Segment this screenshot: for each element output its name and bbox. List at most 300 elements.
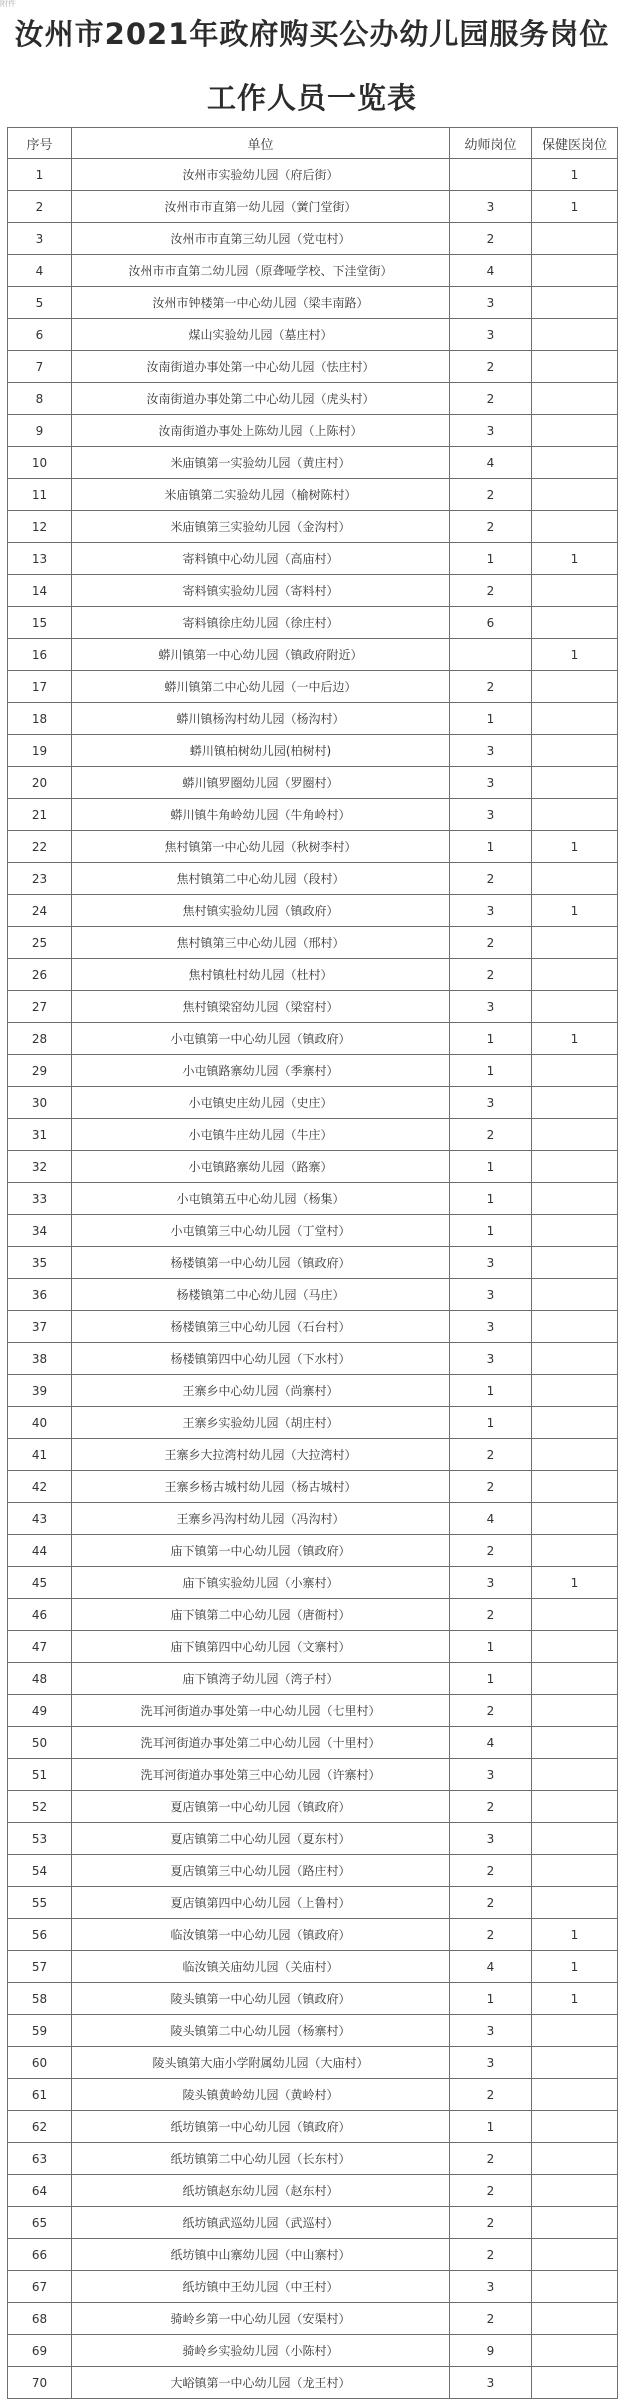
cell-health-doctor-posts (532, 927, 618, 959)
cell-index: 70 (8, 2367, 72, 2399)
cell-index: 16 (8, 639, 72, 671)
cell-teacher-posts: 4 (450, 1503, 532, 1535)
cell-index: 21 (8, 799, 72, 831)
cell-unit: 汝州市市直第二幼儿园（原聋哑学校、下洼堂街） (72, 255, 450, 287)
cell-index: 22 (8, 831, 72, 863)
cell-index: 14 (8, 575, 72, 607)
cell-index: 49 (8, 1695, 72, 1727)
cell-teacher-posts: 3 (450, 2367, 532, 2399)
cell-teacher-posts: 3 (450, 895, 532, 927)
cell-index: 53 (8, 1823, 72, 1855)
cell-unit: 骑岭乡第一中心幼儿园（安渠村） (72, 2303, 450, 2335)
table-row (8, 2111, 618, 2143)
cell-health-doctor-posts: 1 (532, 191, 618, 223)
cell-health-doctor-posts (532, 1215, 618, 1247)
cell-teacher-posts: 3 (450, 991, 532, 1023)
cell-health-doctor-posts (532, 2143, 618, 2175)
cell-index: 7 (8, 351, 72, 383)
cell-health-doctor-posts (532, 767, 618, 799)
table-row (8, 1503, 618, 1535)
cell-teacher-posts: 3 (450, 2015, 532, 2047)
page-title-line-1: 汝州市2021年政府购买公办幼儿园服务岗位 (14, 17, 610, 51)
cell-index: 4 (8, 255, 72, 287)
cell-index: 39 (8, 1375, 72, 1407)
cell-teacher-posts: 2 (450, 1471, 532, 1503)
cell-health-doctor-posts (532, 1599, 618, 1631)
table-row (8, 159, 618, 191)
cell-health-doctor-posts (532, 1503, 618, 1535)
cell-unit: 夏店镇第二中心幼儿园（夏东村） (72, 1823, 450, 1855)
cell-index: 12 (8, 511, 72, 543)
table-row (8, 1951, 618, 1983)
cell-unit: 纸坊镇中王幼儿园（中王村） (72, 2271, 450, 2303)
cell-health-doctor-posts (532, 1791, 618, 1823)
cell-teacher-posts: 1 (450, 1183, 532, 1215)
cell-health-doctor-posts (532, 1695, 618, 1727)
cell-unit: 王寨乡大拉湾村幼儿园（大拉湾村） (72, 1439, 450, 1471)
cell-teacher-posts: 4 (450, 255, 532, 287)
cell-unit: 汝南街道办事处第一中心幼儿园（怯庄村） (72, 351, 450, 383)
cell-unit: 夏店镇第一中心幼儿园（镇政府） (72, 1791, 450, 1823)
cell-health-doctor-posts (532, 1343, 618, 1375)
cell-teacher-posts: 2 (450, 383, 532, 415)
table-row (8, 2367, 618, 2399)
cell-index: 65 (8, 2207, 72, 2239)
table-row (8, 1439, 618, 1471)
cell-index: 42 (8, 1471, 72, 1503)
cell-teacher-posts: 2 (450, 959, 532, 991)
cell-index: 35 (8, 1247, 72, 1279)
cell-health-doctor-posts (532, 1375, 618, 1407)
cell-teacher-posts: 1 (450, 1663, 532, 1695)
cell-health-doctor-posts: 1 (532, 639, 618, 671)
cell-teacher-posts: 1 (450, 1631, 532, 1663)
cell-unit: 洗耳河街道办事处第二中心幼儿园（十里村） (72, 1727, 450, 1759)
cell-index: 11 (8, 479, 72, 511)
cell-index: 8 (8, 383, 72, 415)
cell-unit: 小屯镇第三中心幼儿园（丁堂村） (72, 1215, 450, 1247)
cell-health-doctor-posts (532, 2239, 618, 2271)
cell-teacher-posts: 9 (450, 2335, 532, 2367)
table-row (8, 1535, 618, 1567)
cell-health-doctor-posts (532, 703, 618, 735)
cell-health-doctor-posts (532, 2079, 618, 2111)
cell-teacher-posts: 3 (450, 2047, 532, 2079)
cell-index: 37 (8, 1311, 72, 1343)
cell-index: 20 (8, 767, 72, 799)
cell-health-doctor-posts (532, 415, 618, 447)
cell-index: 9 (8, 415, 72, 447)
cell-unit: 王寨乡杨古城村幼儿园（杨古城村） (72, 1471, 450, 1503)
cell-teacher-posts: 2 (450, 1791, 532, 1823)
cell-index: 67 (8, 2271, 72, 2303)
cell-teacher-posts: 3 (450, 2271, 532, 2303)
cell-unit: 寄料镇徐庄幼儿园（徐庄村） (72, 607, 450, 639)
cell-health-doctor-posts (532, 223, 618, 255)
cell-health-doctor-posts: 1 (532, 1567, 618, 1599)
cell-index: 63 (8, 2143, 72, 2175)
table-row (8, 607, 618, 639)
cell-unit: 庙下镇湾子幼儿园（湾子村） (72, 1663, 450, 1695)
table-row (8, 2335, 618, 2367)
cell-unit: 汝南街道办事处上陈幼儿园（上陈村） (72, 415, 450, 447)
cell-index: 38 (8, 1343, 72, 1375)
cell-health-doctor-posts: 1 (532, 1919, 618, 1951)
table-row (8, 1823, 618, 1855)
cell-index: 24 (8, 895, 72, 927)
cell-index: 41 (8, 1439, 72, 1471)
cell-unit: 焦村镇第一中心幼儿园（秋树李村） (72, 831, 450, 863)
table-row (8, 1215, 618, 1247)
cell-index: 36 (8, 1279, 72, 1311)
cell-teacher-posts: 2 (450, 223, 532, 255)
cell-index: 32 (8, 1151, 72, 1183)
cell-index: 10 (8, 447, 72, 479)
header-health-doctor-posts: 保健医岗位 (532, 128, 618, 159)
cell-teacher-posts: 2 (450, 1695, 532, 1727)
table-row (8, 1087, 618, 1119)
cell-teacher-posts: 1 (450, 703, 532, 735)
cell-health-doctor-posts (532, 511, 618, 543)
cell-health-doctor-posts (532, 383, 618, 415)
cell-index: 40 (8, 1407, 72, 1439)
cell-teacher-posts: 3 (450, 1343, 532, 1375)
cell-index: 6 (8, 319, 72, 351)
table-row (8, 1919, 618, 1951)
cell-unit: 杨楼镇第二中心幼儿园（马庄） (72, 1279, 450, 1311)
table-row (8, 831, 618, 863)
cell-health-doctor-posts (532, 2207, 618, 2239)
cell-health-doctor-posts (532, 351, 618, 383)
cell-teacher-posts: 2 (450, 1887, 532, 1919)
cell-teacher-posts: 1 (450, 1055, 532, 1087)
cell-unit: 王寨乡中心幼儿园（尚寨村） (72, 1375, 450, 1407)
cell-health-doctor-posts (532, 671, 618, 703)
cell-health-doctor-posts (532, 991, 618, 1023)
cell-health-doctor-posts (532, 1183, 618, 1215)
cell-index: 2 (8, 191, 72, 223)
cell-health-doctor-posts (532, 1631, 618, 1663)
cell-unit: 陵头镇黄岭幼儿园（黄岭村） (72, 2079, 450, 2111)
table-row (8, 383, 618, 415)
cell-teacher-posts: 3 (450, 1759, 532, 1791)
table-row (8, 1855, 618, 1887)
cell-health-doctor-posts (532, 2367, 618, 2399)
cell-teacher-posts: 3 (450, 1087, 532, 1119)
table-row (8, 991, 618, 1023)
table-row (8, 575, 618, 607)
cell-unit: 杨楼镇第三中心幼儿园（石台村） (72, 1311, 450, 1343)
cell-health-doctor-posts (532, 1279, 618, 1311)
table-row (8, 1471, 618, 1503)
cell-unit: 洗耳河街道办事处第一中心幼儿园（七里村） (72, 1695, 450, 1727)
cell-health-doctor-posts (532, 1055, 618, 1087)
cell-teacher-posts: 3 (450, 319, 532, 351)
table-row (8, 1791, 618, 1823)
cell-health-doctor-posts (532, 1855, 618, 1887)
cell-teacher-posts: 2 (450, 479, 532, 511)
page-title-line-2: 工作人员一览表 (206, 81, 417, 115)
cell-unit: 纸坊镇第二中心幼儿园（长东村） (72, 2143, 450, 2175)
cell-unit: 蟒川镇柏树幼儿园(柏树村) (72, 735, 450, 767)
cell-teacher-posts: 2 (450, 1119, 532, 1151)
cell-unit: 王寨乡冯沟村幼儿园（冯沟村） (72, 1503, 450, 1535)
header-teacher-posts: 幼师岗位 (450, 128, 532, 159)
table-row (8, 287, 618, 319)
cell-health-doctor-posts (532, 447, 618, 479)
cell-unit: 米庙镇第二实验幼儿园（榆树陈村） (72, 479, 450, 511)
table-row (8, 863, 618, 895)
cell-health-doctor-posts (532, 1471, 618, 1503)
cell-unit: 煤山实验幼儿园（墓庄村） (72, 319, 450, 351)
cell-unit: 小屯镇牛庄幼儿园（牛庄） (72, 1119, 450, 1151)
cell-index: 50 (8, 1727, 72, 1759)
table-row (8, 447, 618, 479)
cell-teacher-posts: 2 (450, 671, 532, 703)
cell-teacher-posts: 2 (450, 2239, 532, 2271)
cell-teacher-posts: 1 (450, 1983, 532, 2015)
cell-health-doctor-posts (532, 2015, 618, 2047)
cell-unit: 王寨乡实验幼儿园（胡庄村） (72, 1407, 450, 1439)
cell-index: 23 (8, 863, 72, 895)
cell-teacher-posts: 2 (450, 1599, 532, 1631)
cell-unit: 焦村镇第二中心幼儿园（段村） (72, 863, 450, 895)
table-body (8, 159, 618, 2399)
cell-index: 60 (8, 2047, 72, 2079)
table-row (8, 191, 618, 223)
cell-health-doctor-posts (532, 1663, 618, 1695)
cell-index: 57 (8, 1951, 72, 1983)
table-row (8, 255, 618, 287)
table-row (8, 1311, 618, 1343)
cell-unit: 焦村镇杜村幼儿园（杜村） (72, 959, 450, 991)
cell-index: 47 (8, 1631, 72, 1663)
table-row (8, 1119, 618, 1151)
cell-unit: 夏店镇第四中心幼儿园（上鲁村） (72, 1887, 450, 1919)
cell-unit: 庙下镇第二中心幼儿园（唐衙村） (72, 1599, 450, 1631)
cell-unit: 汝州市市直第一幼儿园（黉门堂街） (72, 191, 450, 223)
table-row (8, 1759, 618, 1791)
table-row (8, 895, 618, 927)
cell-unit: 临汝镇第一中心幼儿园（镇政府） (72, 1919, 450, 1951)
table-row (8, 2143, 618, 2175)
cell-unit: 庙下镇第四中心幼儿园（文寨村） (72, 1631, 450, 1663)
cell-index: 48 (8, 1663, 72, 1695)
cell-teacher-posts: 1 (450, 1407, 532, 1439)
cell-health-doctor-posts (532, 1119, 618, 1151)
cell-teacher-posts: 4 (450, 1727, 532, 1759)
cell-teacher-posts: 3 (450, 415, 532, 447)
cell-teacher-posts: 3 (450, 1247, 532, 1279)
table-row (8, 1983, 618, 2015)
cell-teacher-posts: 1 (450, 1375, 532, 1407)
cell-index: 28 (8, 1023, 72, 1055)
cell-unit: 陵头镇第二中心幼儿园（杨寨村） (72, 2015, 450, 2047)
cell-unit: 焦村镇梁窑幼儿园（梁窑村） (72, 991, 450, 1023)
cell-unit: 庙下镇第一中心幼儿园（镇政府） (72, 1535, 450, 1567)
table-row (8, 671, 618, 703)
table-row (8, 1279, 618, 1311)
table-row (8, 959, 618, 991)
cell-unit: 焦村镇第三中心幼儿园（邢村） (72, 927, 450, 959)
table-row (8, 1247, 618, 1279)
cell-unit: 寄料镇实验幼儿园（寄料村） (72, 575, 450, 607)
cell-index: 68 (8, 2303, 72, 2335)
cell-unit: 大峪镇第一中心幼儿园（龙王村） (72, 2367, 450, 2399)
cell-unit: 蟒川镇杨沟村幼儿园（杨沟村） (72, 703, 450, 735)
cell-unit: 洗耳河街道办事处第三中心幼儿园（许寨村） (72, 1759, 450, 1791)
cell-unit: 米庙镇第一实验幼儿园（黄庄村） (72, 447, 450, 479)
cell-teacher-posts: 2 (450, 1535, 532, 1567)
cell-index: 25 (8, 927, 72, 959)
table-row (8, 1727, 618, 1759)
cell-index: 46 (8, 1599, 72, 1631)
cell-index: 33 (8, 1183, 72, 1215)
cell-unit: 纸坊镇赵东幼儿园（赵东村） (72, 2175, 450, 2207)
table-row (8, 2271, 618, 2303)
cell-teacher-posts: 2 (450, 2303, 532, 2335)
table-row (8, 2207, 618, 2239)
cell-unit: 蟒川镇第一中心幼儿园（镇政府附近） (72, 639, 450, 671)
cell-health-doctor-posts: 1 (532, 543, 618, 575)
table-row (8, 1631, 618, 1663)
table-row (8, 319, 618, 351)
cell-unit: 庙下镇实验幼儿园（小寨村） (72, 1567, 450, 1599)
cell-index: 5 (8, 287, 72, 319)
cell-unit: 蟒川镇第二中心幼儿园（一中后边） (72, 671, 450, 703)
cell-health-doctor-posts (532, 2047, 618, 2079)
header-unit: 单位 (72, 128, 450, 159)
table-row (8, 1887, 618, 1919)
table-row (8, 351, 618, 383)
cell-health-doctor-posts (532, 1759, 618, 1791)
table-row (8, 511, 618, 543)
header-row (8, 128, 618, 159)
cell-unit: 小屯镇史庄幼儿园（史庄） (72, 1087, 450, 1119)
cell-health-doctor-posts (532, 479, 618, 511)
table-row (8, 2175, 618, 2207)
cell-teacher-posts: 2 (450, 351, 532, 383)
cell-health-doctor-posts (532, 1887, 618, 1919)
cell-unit: 汝州市实验幼儿园（府后街） (72, 159, 450, 191)
cell-index: 45 (8, 1567, 72, 1599)
cell-unit: 夏店镇第三中心幼儿园（路庄村） (72, 1855, 450, 1887)
cell-unit: 寄料镇中心幼儿园（高庙村） (72, 543, 450, 575)
cell-teacher-posts: 3 (450, 1279, 532, 1311)
cell-teacher-posts: 1 (450, 2111, 532, 2143)
cell-unit: 小屯镇第五中心幼儿园（杨集） (72, 1183, 450, 1215)
table-row (8, 927, 618, 959)
cell-index: 18 (8, 703, 72, 735)
table-row (8, 223, 618, 255)
cell-unit: 陵头镇第大庙小学附属幼儿园（大庙村） (72, 2047, 450, 2079)
cell-teacher-posts: 1 (450, 831, 532, 863)
cell-index: 64 (8, 2175, 72, 2207)
cell-index: 15 (8, 607, 72, 639)
table-row (8, 415, 618, 447)
cell-unit: 杨楼镇第四中心幼儿园（下水村） (72, 1343, 450, 1375)
cell-health-doctor-posts (532, 1151, 618, 1183)
cell-index: 19 (8, 735, 72, 767)
table-row (8, 1343, 618, 1375)
table-row (8, 1375, 618, 1407)
cell-health-doctor-posts (532, 1823, 618, 1855)
cell-unit: 纸坊镇武巡幼儿园（武巡村） (72, 2207, 450, 2239)
table-row (8, 1055, 618, 1087)
cell-teacher-posts: 3 (450, 767, 532, 799)
cell-unit: 纸坊镇中山寨幼儿园（中山寨村） (72, 2239, 450, 2271)
cell-teacher-posts: 3 (450, 1823, 532, 1855)
cell-teacher-posts: 3 (450, 1567, 532, 1599)
cell-index: 31 (8, 1119, 72, 1151)
cell-index: 26 (8, 959, 72, 991)
cell-health-doctor-posts (532, 1439, 618, 1471)
cell-health-doctor-posts (532, 799, 618, 831)
cell-teacher-posts: 3 (450, 1311, 532, 1343)
cell-health-doctor-posts: 1 (532, 159, 618, 191)
table-row (8, 1599, 618, 1631)
cell-teacher-posts: 3 (450, 287, 532, 319)
cell-teacher-posts: 2 (450, 863, 532, 895)
cell-index: 56 (8, 1919, 72, 1951)
cell-unit: 小屯镇第一中心幼儿园（镇政府） (72, 1023, 450, 1055)
table-row (8, 767, 618, 799)
cell-index: 66 (8, 2239, 72, 2271)
cell-health-doctor-posts (532, 863, 618, 895)
cell-teacher-posts (450, 639, 532, 671)
cell-teacher-posts: 2 (450, 927, 532, 959)
cell-health-doctor-posts: 1 (532, 895, 618, 927)
table-row (8, 639, 618, 671)
table-row (8, 479, 618, 511)
cell-index: 59 (8, 2015, 72, 2047)
cell-index: 51 (8, 1759, 72, 1791)
cell-teacher-posts: 2 (450, 511, 532, 543)
cell-index: 58 (8, 1983, 72, 2015)
cell-unit: 汝州市市直第三幼儿园（党屯村） (72, 223, 450, 255)
cell-teacher-posts: 1 (450, 1023, 532, 1055)
table-header (8, 128, 618, 159)
cell-unit: 蟒川镇牛角岭幼儿园（牛角岭村） (72, 799, 450, 831)
cell-teacher-posts: 4 (450, 1951, 532, 1983)
table-row (8, 2047, 618, 2079)
table-row (8, 543, 618, 575)
cell-health-doctor-posts (532, 959, 618, 991)
cell-teacher-posts: 3 (450, 735, 532, 767)
table-row (8, 1567, 618, 1599)
table-row (8, 799, 618, 831)
cell-teacher-posts: 3 (450, 191, 532, 223)
table-row (8, 735, 618, 767)
cell-teacher-posts: 1 (450, 543, 532, 575)
top-fragment: 附件 (0, 0, 16, 8)
cell-index: 27 (8, 991, 72, 1023)
cell-index: 44 (8, 1535, 72, 1567)
cell-index: 69 (8, 2335, 72, 2367)
cell-unit: 汝州市钟楼第一中心幼儿园（梁丰南路） (72, 287, 450, 319)
cell-unit: 骑岭乡实验幼儿园（小陈村） (72, 2335, 450, 2367)
table-row (8, 2079, 618, 2111)
cell-health-doctor-posts (532, 2111, 618, 2143)
cell-health-doctor-posts (532, 735, 618, 767)
cell-health-doctor-posts (532, 1727, 618, 1759)
cell-health-doctor-posts: 1 (532, 831, 618, 863)
cell-unit: 米庙镇第三实验幼儿园（金沟村） (72, 511, 450, 543)
cell-health-doctor-posts: 1 (532, 1951, 618, 1983)
cell-health-doctor-posts (532, 1407, 618, 1439)
table-row (8, 1695, 618, 1727)
cell-index: 62 (8, 2111, 72, 2143)
